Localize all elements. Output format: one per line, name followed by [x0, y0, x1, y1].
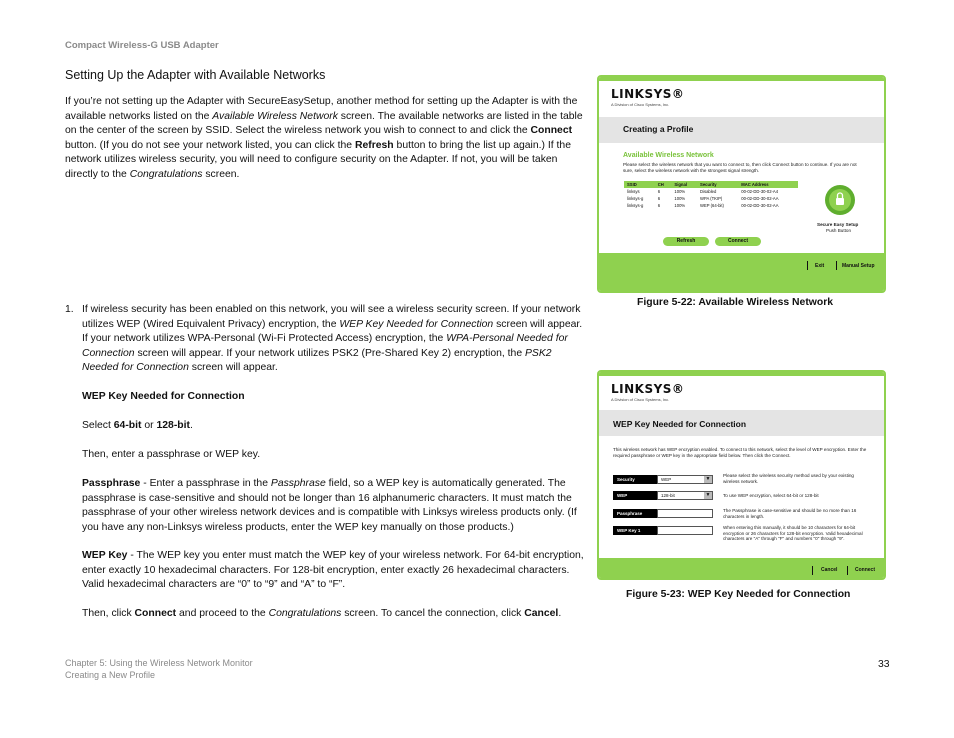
section-title: Setting Up the Adapter with Available Networks	[65, 68, 326, 82]
security-help: Please select the wireless security method used by your existing wireless network.	[723, 473, 854, 484]
ses-sublabel: Push Button	[826, 228, 852, 233]
network-row[interactable]	[624, 202, 798, 209]
passphrase-help: The Passphrase is case-sensitive and should be no more than 16 characters in length.	[723, 508, 857, 519]
exit-link[interactable]: Exit	[815, 263, 825, 269]
manual-setup-link[interactable]: Manual Setup	[842, 263, 875, 269]
cell-channel: 6	[657, 189, 661, 194]
network-table	[624, 181, 798, 209]
separator	[807, 261, 808, 270]
wep-key-paragraph: WEP Key - The WEP key you enter must match the WEP key of your wireless network. For 64-bit encryption, enter exactly 10 hexadecimal characters. For 128-bit encryption, enter exactly 26 hexadecimal characters. Valid hexadecimal characters are “0” to “9” and “A” to “F”.	[82, 550, 584, 591]
top-accent-bar	[599, 77, 884, 81]
security-select[interactable]	[657, 475, 713, 484]
top-accent-bar	[599, 372, 884, 376]
cell-signal: 100%	[674, 189, 686, 194]
network-table-header	[624, 181, 798, 188]
connect-link[interactable]: Connect	[855, 567, 875, 573]
network-row[interactable]	[624, 195, 798, 202]
cell-signal: 100%	[674, 196, 686, 201]
wep-key-input[interactable]	[657, 526, 713, 535]
passphrase-label: Passphrase	[613, 509, 657, 518]
network-row[interactable]	[624, 188, 798, 195]
linksys-logo-tagline: A Division of Cisco Systems, Inc.	[611, 397, 670, 402]
separator	[836, 261, 837, 270]
screen-title: WEP Key Needed for Connection	[613, 419, 747, 429]
refresh-button[interactable]: Refresh	[663, 237, 709, 246]
linksys-logo: LINKSYS®	[611, 87, 685, 101]
column-header: MAC Address	[738, 181, 798, 188]
screen-subtitle: Available Wireless Network	[623, 152, 714, 159]
dropdown-arrow-icon: ▼	[705, 492, 711, 498]
screen-instructions: This wireless network has WEP encryption enabled. To connect to this network, select the level of WEP encryption. Enter the required passphrase or WEP key in the appropriate field below. Then click the Connect.	[613, 447, 867, 458]
wep-key-label: WEP Key 1	[613, 526, 657, 535]
cell-mac: 00-02-DD-30-02-A4	[741, 189, 779, 194]
wep-key-help: When entering this manually, it should be 10 characters for 64-bit encryption or 26 characters for 128-bit encryption. Valid hexadecimal characters are "A" through "F" and numbers "0" through "9".	[723, 525, 863, 542]
document-header: Compact Wireless-G USB Adapter	[65, 40, 219, 51]
wep-bit-value: 128-bit	[661, 493, 675, 498]
ses-label: Secure Easy Setup	[817, 222, 859, 227]
cell-signal: 100%	[674, 203, 686, 208]
linksys-logo-tagline: A Division of Cisco Systems, Inc.	[611, 102, 670, 107]
cell-channel: 6	[657, 196, 661, 201]
bottom-action-bar	[599, 253, 884, 291]
passphrase-paragraph: Passphrase - Enter a passphrase in the Passphrase field, so a WEP key is automatically generated. The passphrase is case-sensitive and should not be longer than 16 alphanumeric characters. It must match the passphrase of your other wireless network devices and is compatible with Linksys wireless products only. (If you have any non-Linksys wireless products, enter the WEP key manually on those products.)	[82, 478, 577, 533]
connect-button[interactable]: Connect	[715, 237, 761, 246]
final-instruction: Then, click Connect and proceed to the Congratulations screen. To cancel the connection, click Cancel.	[82, 608, 562, 619]
secure-easy-setup-button[interactable]	[824, 184, 856, 216]
intro-paragraph: If you’re not setting up the Adapter with SecureEasySetup, another method for setting up the Adapter is with the available networks listed on the Available Wireless Network screen. The available networks are listed in the table on the center of the screen by SSID. Select the wireless network you wish to connect to and click the Connect button. (If you do not see your network listed, you can click the Refresh button to bring the list up again.) If the network utilizes wireless security, you will need to configure security on the Adapter. If not, you will be taken directly to the Congratulations screen.	[65, 96, 583, 180]
footer-section: Creating a New Profile	[65, 670, 156, 680]
wep-enter-instruction: Then, enter a passphrase or WEP key.	[82, 449, 261, 460]
separator	[847, 566, 848, 575]
cell-security: WPA (TKIP)	[700, 196, 723, 201]
cell-mac: 00-02-DD-30-02-AA	[741, 203, 779, 208]
cell-channel: 6	[657, 203, 661, 208]
screen-instructions: Please select the wireless network that you want to connect to, then click Connect button to continue. If you are not sure, select the wireless network with the strongest signal strength.	[623, 162, 857, 173]
screen-title: Creating a Profile	[623, 124, 694, 134]
figure-caption: Figure 5-23: WEP Key Needed for Connection	[626, 589, 851, 600]
figure-caption: Figure 5-22: Available Wireless Network	[637, 297, 834, 308]
column-header: Security	[697, 181, 738, 188]
figure-available-wireless-network	[597, 75, 886, 293]
cancel-link[interactable]: Cancel	[821, 567, 838, 573]
linksys-logo: LINKSYS®	[611, 382, 685, 396]
security-select-value: WEP	[661, 477, 672, 482]
cell-ssid: linksys-g	[627, 203, 644, 208]
passphrase-input[interactable]	[657, 509, 713, 518]
footer-chapter: Chapter 5: Using the Wireless Network Monitor	[65, 658, 253, 668]
wep-select-instruction: Select 64-bit or 128-bit.	[82, 420, 193, 431]
step-1-text: If wireless security has been enabled on this network, you will see a wireless security screen. If your network utilizes WEP (Wired Equivalent Privacy) encryption, the WEP Key Needed for Connection screen will appear. If your network utilizes WPA-Personal (Wi-Fi Protected Access) encryption, the WPA-Personal Needed for Connection screen will appear. If your network utilizes PSK2 (Pre-Shared Key 2) encryption, the PSK2 Needed for Connection screen will appear.	[82, 304, 583, 374]
cell-security: Disabled	[700, 189, 717, 194]
separator	[812, 566, 813, 575]
figure-wep-key-needed	[597, 370, 886, 580]
cell-mac: 00-02-DD-30-02-AA	[741, 196, 779, 201]
wep-heading: WEP Key Needed for Connection	[82, 391, 245, 402]
column-header: Signal	[671, 181, 697, 188]
step-number: 1.	[65, 304, 74, 315]
dropdown-arrow-icon: ▼	[705, 476, 711, 482]
bottom-action-bar	[599, 558, 884, 578]
wep-help: To use WEP encryption, select 64-bit or 128-bit	[723, 493, 819, 498]
cell-ssid: linksys	[627, 189, 640, 194]
security-label: Security	[613, 475, 705, 484]
page-number: 33	[878, 659, 890, 670]
cell-security: WEP (64-bit)	[700, 203, 724, 208]
cell-ssid: linksys-g	[627, 196, 644, 201]
column-header: CH	[655, 181, 672, 188]
wep-bit-select[interactable]	[657, 491, 713, 500]
column-header: SSID	[624, 181, 655, 188]
wep-label: WEP	[613, 491, 657, 500]
